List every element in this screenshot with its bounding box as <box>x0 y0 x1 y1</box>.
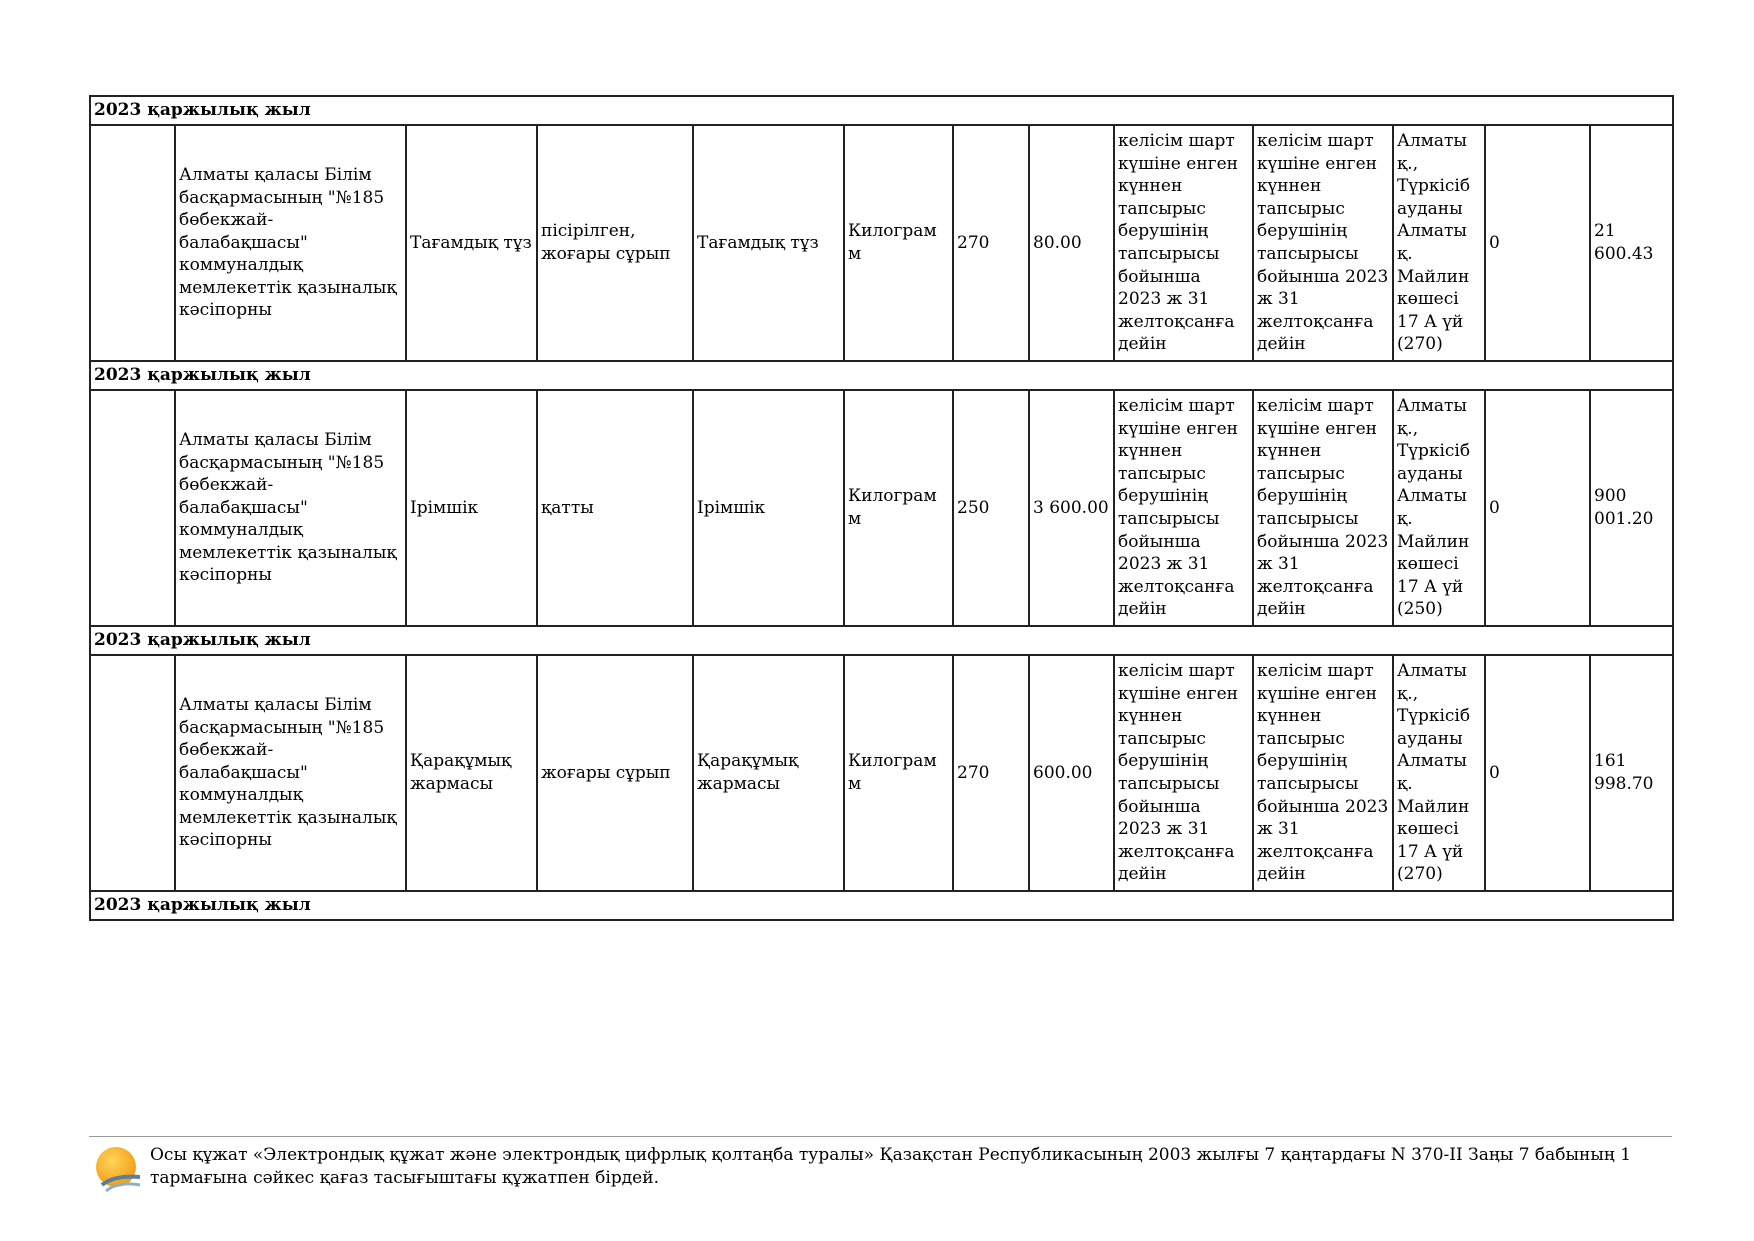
delivery-term-2-cell: келісім шарт күшіне енген күннен тапсырыс берушінің тапсырысы бойынша 2023 ж 31 желтоқсанға дейін <box>1253 655 1393 891</box>
row-number-cell <box>90 390 175 626</box>
price-cell: 600.00 <box>1029 655 1114 891</box>
delivery-term-cell: келісім шарт күшіне енген күннен тапсырыс берушінің тапсырысы бойынша 2023 ж 31 желтоқсанға дейін <box>1114 655 1253 891</box>
table-row <box>90 390 1673 626</box>
fiscal-year-row <box>90 891 1673 920</box>
advance-cell: 0 <box>1485 655 1590 891</box>
unit-cell: Килограмм <box>844 655 953 891</box>
quantity-cell: 250 <box>953 390 1029 626</box>
customer-cell: Алматы қаласы Білім басқармасының "№185 бөбекжай-балабақшасы" коммуналдық мемлекеттік қазыналық кәсіпорны <box>175 390 406 626</box>
unit-cell: Килограмм <box>844 390 953 626</box>
item-name-cell: Ірімшік <box>406 390 537 626</box>
delivery-term-2-cell: келісім шарт күшіне енген күннен тапсырыс берушінің тапсырысы бойынша 2023 ж 31 желтоқсанға дейін <box>1253 390 1393 626</box>
unit-cell: Килограмм <box>844 125 953 361</box>
delivery-term-2-cell: келісім шарт күшіне енген күннен тапсырыс берушінің тапсырысы бойынша 2023 ж 31 желтоқсанға дейін <box>1253 125 1393 361</box>
advance-cell: 0 <box>1485 390 1590 626</box>
fiscal-year-row <box>90 626 1673 655</box>
additional-name-cell: Тағамдық тұз <box>693 125 844 361</box>
delivery-place-cell: Алматы қ., Түркісіб ауданы Алматы қ. Майлин көшесі 17 А үй (270) <box>1393 655 1485 891</box>
quantity-cell: 270 <box>953 125 1029 361</box>
table-row <box>90 125 1673 361</box>
fiscal-year-label: 2023 қаржылық жыл <box>90 96 1673 125</box>
price-cell: 80.00 <box>1029 125 1114 361</box>
delivery-term-cell: келісім шарт күшіне енген күннен тапсырыс берушінің тапсырысы бойынша 2023 ж 31 желтоқсанға дейін <box>1114 125 1253 361</box>
delivery-term-cell: келісім шарт күшіне енген күннен тапсырыс берушінің тапсырысы бойынша 2023 ж 31 желтоқсанға дейін <box>1114 390 1253 626</box>
item-name-cell: Тағамдық тұз <box>406 125 537 361</box>
characteristic-cell: қатты <box>537 390 693 626</box>
additional-name-cell: Қарақұмық жармасы <box>693 655 844 891</box>
row-number-cell <box>90 655 175 891</box>
fiscal-year-label: 2023 қаржылық жыл <box>90 891 1673 920</box>
additional-name-cell: Ірімшік <box>693 390 844 626</box>
item-name-cell: Қарақұмық жармасы <box>406 655 537 891</box>
fiscal-year-row <box>90 96 1673 125</box>
sum-cell: 21 600.43 <box>1590 125 1673 361</box>
customer-cell: Алматы қаласы Білім басқармасының "№185 бөбекжай-балабақшасы" коммуналдық мемлекеттік қазыналық кәсіпорны <box>175 655 406 891</box>
advance-cell: 0 <box>1485 125 1590 361</box>
sum-cell: 900 001.20 <box>1590 390 1673 626</box>
characteristic-cell: пісірілген, жоғары сұрып <box>537 125 693 361</box>
fiscal-year-label: 2023 қаржылық жыл <box>90 626 1673 655</box>
price-cell: 3 600.00 <box>1029 390 1114 626</box>
fiscal-year-row <box>90 361 1673 390</box>
delivery-place-cell: Алматы қ., Түркісіб ауданы Алматы қ. Майлин көшесі 17 А үй (250) <box>1393 390 1485 626</box>
row-number-cell <box>90 125 175 361</box>
document-footer <box>89 1136 1672 1190</box>
procurement-plan-table <box>89 95 1674 921</box>
customer-cell: Алматы қаласы Білім басқармасының "№185 бөбекжай-балабақшасы" коммуналдық мемлекеттік қазыналық кәсіпорны <box>175 125 406 361</box>
characteristic-cell: жоғары сұрып <box>537 655 693 891</box>
table-row <box>90 655 1673 891</box>
sum-cell: 161 998.70 <box>1590 655 1673 891</box>
quantity-cell: 270 <box>953 655 1029 891</box>
fiscal-year-label: 2023 қаржылық жыл <box>90 361 1673 390</box>
delivery-place-cell: Алматы қ., Түркісіб ауданы Алматы қ. Майлин көшесі 17 А үй (270) <box>1393 125 1485 361</box>
egov-sun-logo-icon <box>94 1145 142 1193</box>
legal-notice-text: Осы құжат «Электрондық құжат және электрондық цифрлық қолтаңба туралы» Қазақстан Республикасының 2003 жылғы 7 қаңтардағы N 370-II Заңы 7 бабының 1 тармағына сәйкес қағаз тасығыштағы құжатпен бірдей. <box>150 1145 1632 1188</box>
